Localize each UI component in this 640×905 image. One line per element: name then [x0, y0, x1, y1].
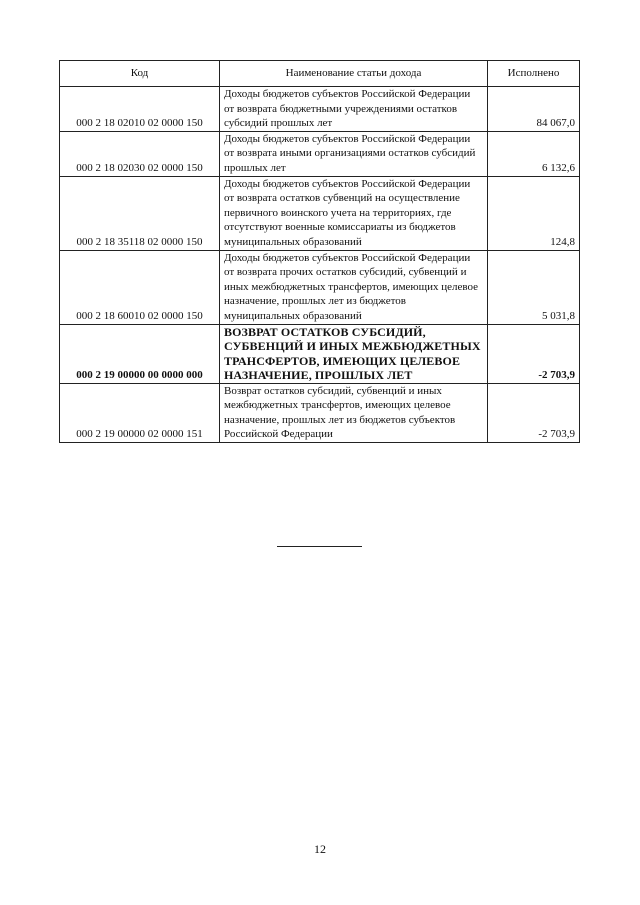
header-value: Исполнено: [488, 61, 580, 87]
row-code: 000 2 18 35118 02 0000 150: [60, 176, 220, 250]
page-number: 12: [314, 842, 326, 856]
row-code: 000 2 18 02030 02 0000 150: [60, 131, 220, 176]
table-row: [60, 176, 580, 250]
header-name: Наименование статьи дохода: [220, 61, 488, 87]
row-value: 84 067,0: [488, 87, 580, 132]
row-name: Доходы бюджетов субъектов Российской Федерации от возврата прочих остатков субсидий, субвенций и иных межбюджетных трансфертов, имеющих целевое назначение, прошлых лет из бюджетов муниципальных образований: [220, 250, 488, 324]
row-name: Доходы бюджетов субъектов Российской Федерации от возврата иными организациями остатков субсидий прошлых лет: [220, 131, 488, 176]
header-code: Код: [60, 61, 220, 87]
table-header-row: [60, 61, 580, 87]
row-name: Доходы бюджетов субъектов Российской Федерации от возврата остатков субвенций на осуществление первичного воинского учета на территориях, где отсутствуют военные комиссариаты из бюджетов муниципальных образований: [220, 176, 488, 250]
row-name: ВОЗВРАТ ОСТАТКОВ СУБСИДИЙ, СУБВЕНЦИЙ И ИНЫХ МЕЖБЮДЖЕТНЫХ ТРАНСФЕРТОВ, ИМЕЮЩИХ ЦЕЛЕВОЕ НАЗНАЧЕНИЕ, ПРОШЛЫХ ЛЕТ: [220, 324, 488, 383]
row-code: 000 2 19 00000 02 0000 151: [60, 383, 220, 442]
table-row-total: [60, 324, 580, 383]
table-row: [60, 383, 580, 442]
row-value: -2 703,9: [488, 383, 580, 442]
row-value: -2 703,9: [488, 324, 580, 383]
row-value: 124,8: [488, 176, 580, 250]
row-name: Доходы бюджетов субъектов Российской Федерации от возврата бюджетными учреждениями остатков субсидий прошлых лет: [220, 87, 488, 132]
row-value: 6 132,6: [488, 131, 580, 176]
end-divider: [277, 546, 362, 547]
row-code: 000 2 19 00000 00 0000 000: [60, 324, 220, 383]
row-code: 000 2 18 60010 02 0000 150: [60, 250, 220, 324]
table-row: [60, 131, 580, 176]
row-name: Возврат остатков субсидий, субвенций и иных межбюджетных трансфертов, имеющих целевое назначение, прошлых лет из бюджетов субъектов Российской Федерации: [220, 383, 488, 442]
table-row: [60, 250, 580, 324]
row-code: 000 2 18 02010 02 0000 150: [60, 87, 220, 132]
table-row: [60, 87, 580, 132]
revenue-table: [59, 60, 580, 443]
row-value: 5 031,8: [488, 250, 580, 324]
